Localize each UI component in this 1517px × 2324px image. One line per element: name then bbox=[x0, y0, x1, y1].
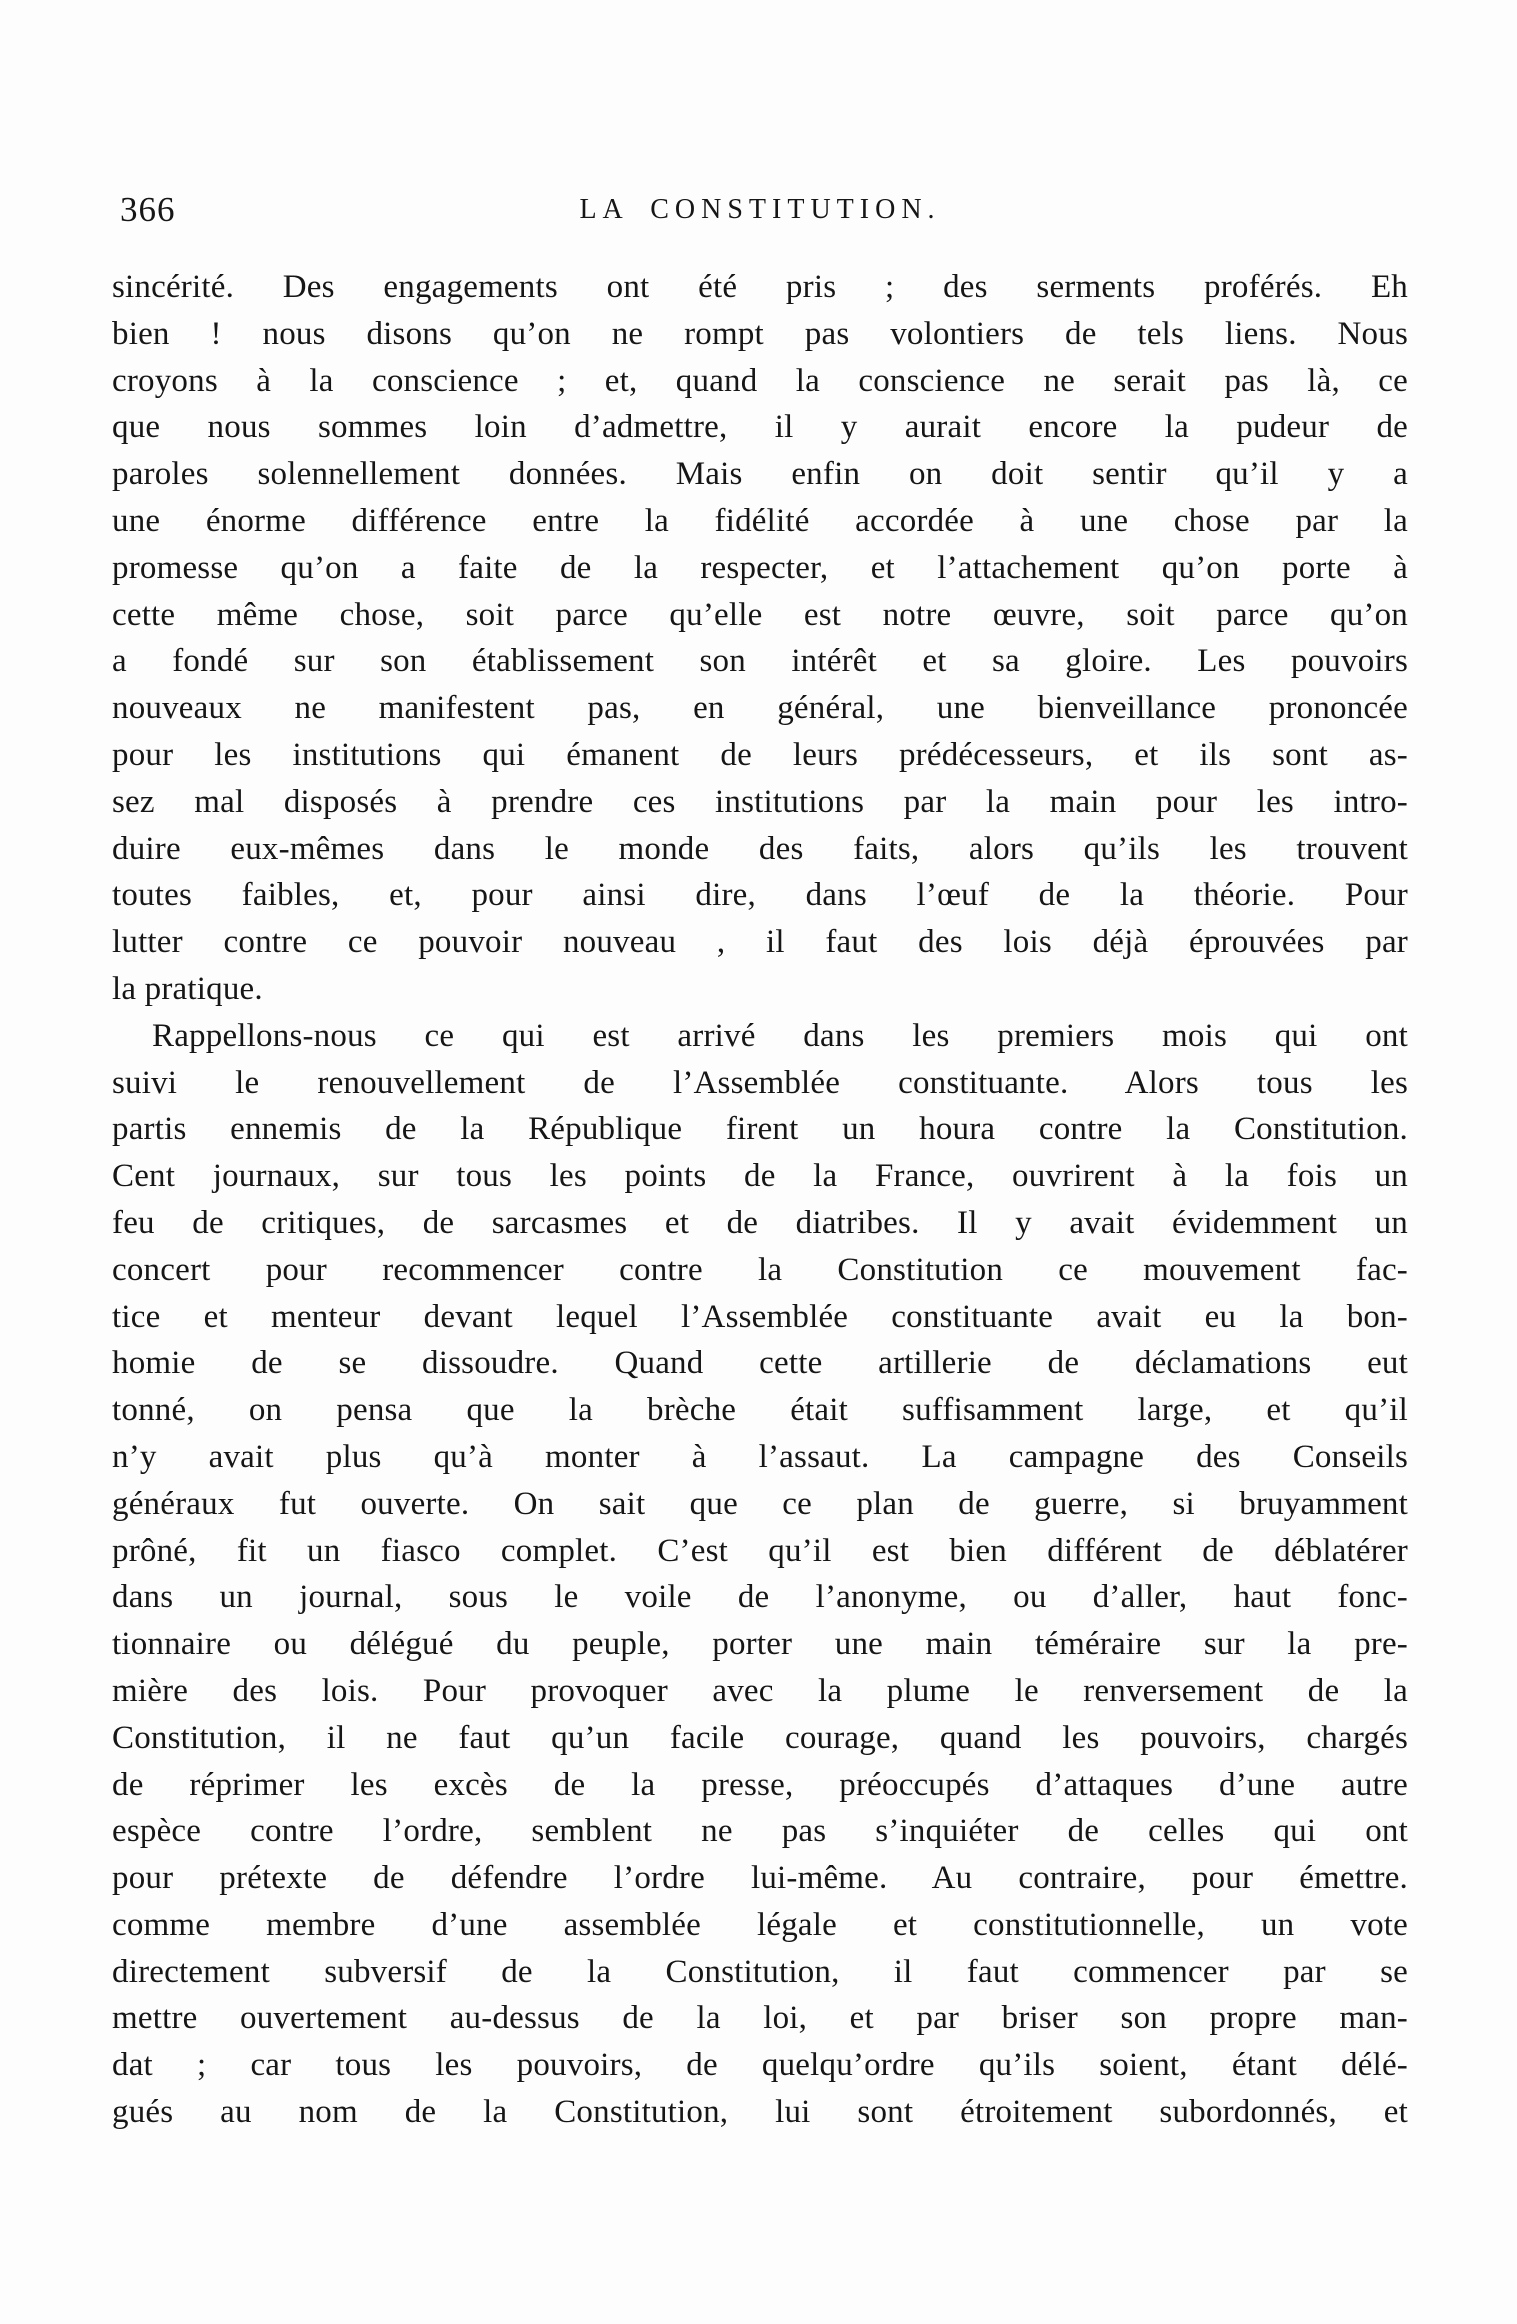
page-number: 366 bbox=[120, 190, 176, 229]
text-line: n’y avait plus qu’à monter à l’assaut. La campagne des Conseils bbox=[112, 1438, 1408, 1475]
text-line: pour les institutions qui émanent de leurs prédécesseurs, et ils sont as- bbox=[112, 736, 1408, 773]
page-header bbox=[112, 190, 1408, 264]
text-line: toutes faibles, et, pour ainsi dire, dans l’œuf de la théorie. Pour bbox=[112, 877, 1408, 914]
text-line: mière des lois. Pour provoquer avec la plume le renversement de la bbox=[112, 1672, 1408, 1709]
text-line: dat ; car tous les pouvoirs, de quelqu’ordre qu’ils soient, étant délé- bbox=[112, 2047, 1408, 2084]
text-line: paroles solennellement données. Mais enfin on doit sentir qu’il y a bbox=[112, 456, 1408, 493]
text-line: tionnaire ou délégué du peuple, porter une main téméraire sur la pre- bbox=[112, 1626, 1408, 1663]
running-title: LA CONSTITUTION. bbox=[579, 194, 941, 225]
text-line: homie de se dissoudre. Quand cette artillerie de déclamations eut bbox=[112, 1345, 1408, 1382]
text-line: pour prétexte de défendre l’ordre lui-même. Au contraire, pour émettre. bbox=[112, 1860, 1408, 1897]
text-line: lutter contre ce pouvoir nouveau , il faut des lois déjà éprouvées par bbox=[112, 924, 1408, 961]
text-line: généraux fut ouverte. On sait que ce plan de guerre, si bruyamment bbox=[112, 1485, 1408, 1522]
text-line: espèce contre l’ordre, semblent ne pas s’inquiéter de celles qui ont bbox=[112, 1813, 1408, 1850]
text-line: tice et menteur devant lequel l’Assemblée constituante avait eu la bon- bbox=[112, 1298, 1408, 1335]
text-line: croyons à la conscience ; et, quand la conscience ne serait pas là, ce bbox=[112, 362, 1408, 399]
text-line: dans un journal, sous le voile de l’anonyme, ou d’aller, haut fonc- bbox=[112, 1579, 1408, 1616]
text-line: cette même chose, soit parce qu’elle est notre œuvre, soit parce qu’on bbox=[112, 596, 1408, 633]
text-line: Rappellons-nous ce qui est arrivé dans les premiers mois qui ont bbox=[152, 1017, 1408, 1054]
text-line: comme membre d’une assemblée légale et constitutionnelle, un vote bbox=[112, 1906, 1408, 1943]
text-line: promesse qu’on a faite de la respecter, et l’attachement qu’on porte à bbox=[112, 549, 1408, 586]
text-line: duire eux-mêmes dans le monde des faits, alors qu’ils les trouvent bbox=[112, 830, 1408, 867]
text-line: concert pour recommencer contre la Constitution ce mouvement fac- bbox=[112, 1251, 1408, 1288]
text-line: la pratique. bbox=[112, 970, 263, 1007]
page-text bbox=[112, 264, 1408, 2136]
text-line: tonné, on pensa que la brèche était suffisamment large, et qu’il bbox=[112, 1392, 1408, 1429]
text-line: de réprimer les excès de la presse, préoccupés d’attaques d’une autre bbox=[112, 1766, 1408, 1803]
text-line: gués au nom de la Constitution, lui sont étroitement subordonnés, et bbox=[112, 2094, 1408, 2131]
text-line: Cent journaux, sur tous les points de la France, ouvrirent à la fois un bbox=[112, 1158, 1408, 1195]
page-content bbox=[112, 190, 1408, 2136]
text-line: une énorme différence entre la fidélité accordée à une chose par la bbox=[112, 502, 1408, 539]
text-line: feu de critiques, de sarcasmes et de diatribes. Il y avait évidemment un bbox=[112, 1204, 1408, 1241]
text-line: directement subversif de la Constitution, il faut commencer par se bbox=[112, 1953, 1408, 1990]
text-line: sincérité. Des engagements ont été pris ; des serments proférés. Eh bbox=[112, 269, 1408, 305]
text-line: mettre ouvertement au-dessus de la loi, et par briser son propre man- bbox=[112, 2000, 1408, 2037]
text-line: prôné, fit un fiasco complet. C’est qu’il est bien différent de déblatérer bbox=[112, 1532, 1408, 1569]
text-line: a fondé sur son établissement son intérêt et sa gloire. Les pouvoirs bbox=[112, 643, 1408, 680]
text-line: bien ! nous disons qu’on ne rompt pas volontiers de tels liens. Nous bbox=[112, 315, 1408, 352]
text-line: suivi le renouvellement de l’Assemblée constituante. Alors tous les bbox=[112, 1064, 1408, 1101]
text-line: partis ennemis de la République firent un houra contre la Constitution. bbox=[112, 1111, 1408, 1148]
text-line: sez mal disposés à prendre ces institutions par la main pour les intro- bbox=[112, 783, 1408, 820]
text-line: Constitution, il ne faut qu’un facile courage, quand les pouvoirs, chargés bbox=[112, 1719, 1408, 1756]
text-line: nouveaux ne manifestent pas, en général, une bienveillance prononcée bbox=[112, 690, 1408, 727]
text-line: que nous sommes loin d’admettre, il y aurait encore la pudeur de bbox=[112, 409, 1408, 446]
